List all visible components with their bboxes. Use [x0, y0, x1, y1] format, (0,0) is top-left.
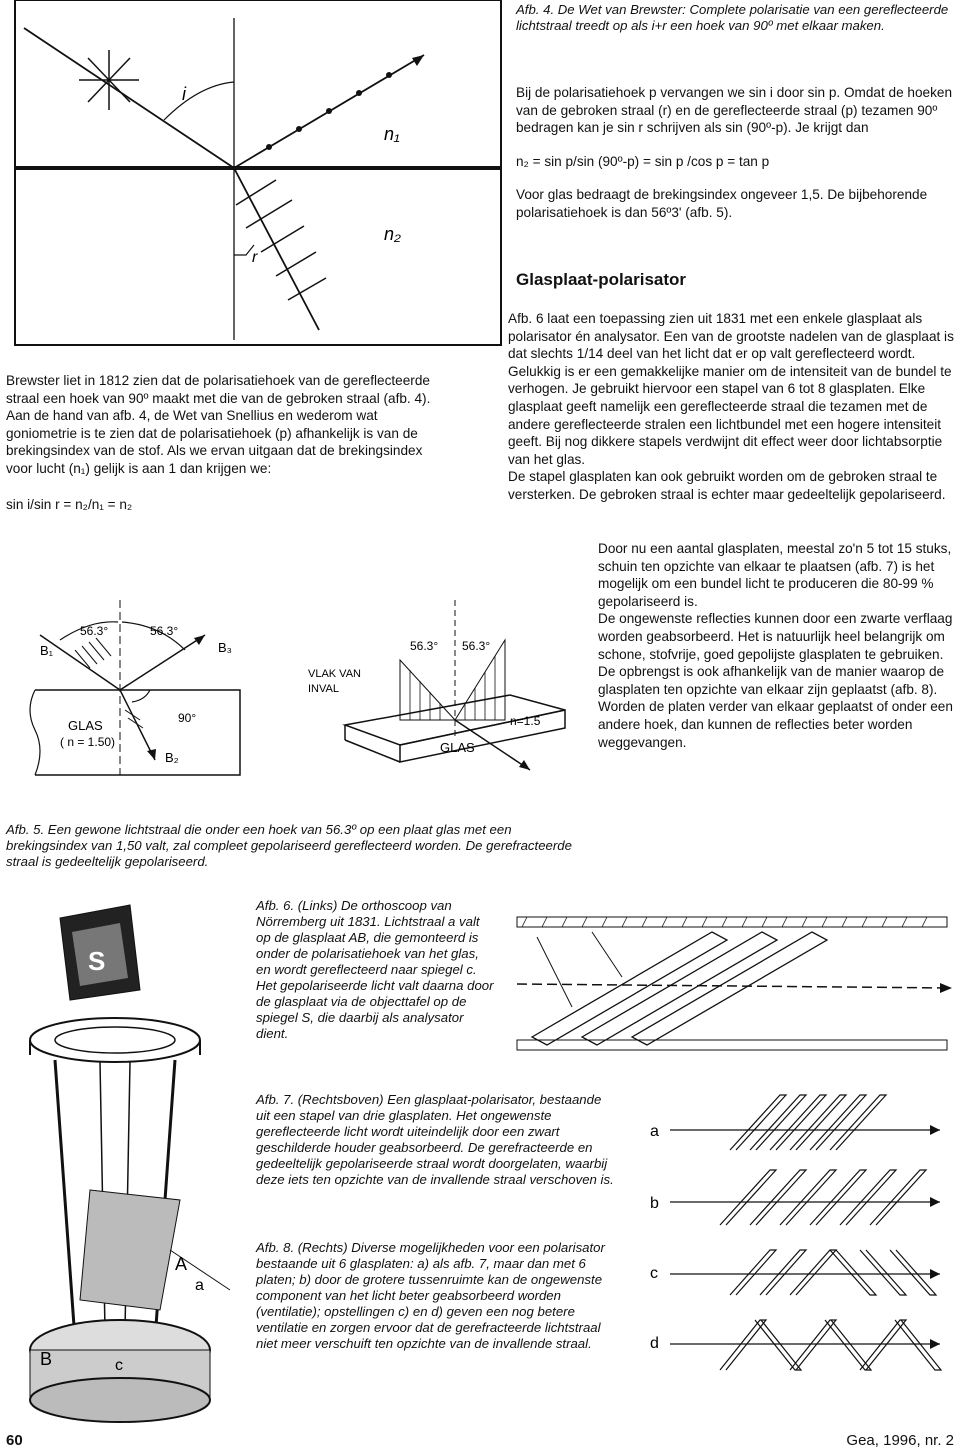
label-variant-a: a: [650, 1123, 659, 1140]
label-n2: n=1.5: [510, 714, 541, 728]
label-vlak: VLAK VAN: [308, 668, 361, 680]
fig6-caption: Afb. 6. (Links) De orthoscoop van Nörremberg uit 1831. Lichtstraal a valt op de glasplaat AB, die gemonteerd is onder de polarisatiehoek van het glas, en wordt gereflecteerd naar spiegel c. Het gepolariseerde licht valt daarna door de glasplaat via de objecttafel op de spiegel S, die daarbij als analysator dient.: [256, 898, 494, 1041]
label-angle-c: 56.3°: [410, 639, 439, 653]
paragraph: Bij de polarisatiehoek p vervangen we sin i door sin p. Omdat de hoeken van de gebroken straal (r) en de gereflecteerde straal (p) tezamen 90º bedragen kan je sin r schrijven als sin (90º-p). Je krijgt dan: [516, 85, 953, 136]
label-n1: n₁: [384, 124, 400, 144]
paragraph: Voor glas bedraagt de brekingsindex ongeveer 1,5. De bijbehorende polarisatiehoek is dan 56º3' (afb. 5).: [516, 187, 928, 220]
right-col-text-upper: [508, 310, 956, 504]
fig4-caption: Afb. 4. De Wet van Brewster: Complete polarisatie van een gereflecteerde lichtstraal treedt op als i+r een hoek van 90º met elkaar maken.: [516, 2, 949, 33]
fig7-caption: Afb. 7. (Rechtsboven) Een glasplaat-polarisator, bestaande uit een stapel van drie glasplaten. Het ongewenste gereflecteerde licht wordt uiteindelijk door een zwart geschilderde houder geabsorbeerd. De gerefracteerde en gedeeltelijk gepolariseerde straal wordt doorgelaten, waarbij deze iets ten opzichte van de invallende straal verschoven is.: [256, 1092, 614, 1187]
label-angle-b: 56.3°: [150, 624, 179, 638]
label-b: B: [40, 1349, 53, 1369]
label-angle-90: 90°: [178, 711, 197, 725]
label-i: i: [182, 84, 186, 104]
fig5-diagram: [0, 580, 590, 800]
fig8-caption: Afb. 8. (Rechts) Diverse mogelijkheden voor een polarisator bestaande uit 6 glasplaten: a) als afb. 7, maar dan met 6 platen; b) door de grotere tussenruimte kan de ongewenste component van het licht beter geabsorbeerd worden (ventilatie); opstellingen c) en d) geven een nog betere ventilatie en zorgen ervoor dat de gerefracteerde lichtstraal niet meer verschuift ten opzichte van de invallende straal.: [256, 1240, 605, 1351]
orthoscope-drawing: [20, 890, 240, 1425]
left-text: [6, 372, 446, 513]
label-b1: B₁: [40, 643, 54, 658]
section-heading: Glasplaat-polarisator: [516, 270, 687, 289]
page-number: 60: [6, 1432, 23, 1449]
label-s: S: [88, 946, 106, 976]
paragraph: Afb. 6 laat een toepassing zien uit 1831 met een enkele glasplaat als polarisator én analysator. Een van de grootste nadelen van de glasplaat is dat slechts 1/14 deel van het licht dat er op valt gereflecteerd wordt. Gelukkig is er een gemakkelijke manier om de intensiteit van de bundel te verhogen. Je gebruikt hiervoor een stapel van 6 tot 8 glasplaten. Elke glasplaat geeft namelijk een gereflecteerde straal die tezamen met de andere gereflecteerde stralen een lichtbundel met een hogere intensiteit geeft. Bij nog dikkere stapels verdwijnt dit effect weer door lichtabsorptie van het glas.: [508, 311, 954, 467]
figure-8: [640, 1080, 960, 1400]
journal-reference: Gea, 1996, nr. 2: [846, 1432, 954, 1449]
figure-7: [512, 912, 960, 1067]
figure-5: [0, 580, 590, 800]
figure-4: [14, 0, 504, 348]
right-top-text: [516, 84, 956, 222]
label-inval: INVAL: [308, 683, 339, 695]
figure-6: [20, 890, 240, 1425]
label-glas: GLAS: [68, 718, 103, 733]
fig5-caption: Afb. 5. Een gewone lichtstraal die onder een hoek van 56.3º op een plaat glas met een brekingsindex van 1,50 valt, zal compleet gepolariseerd gereflecteerd worden. De gerefracteerde straal is gedeeltelijk gepolariseerd.: [6, 822, 572, 869]
label-variant-d: d: [650, 1335, 659, 1352]
label-n: ( n = 1.50): [60, 735, 116, 749]
paragraph: De stapel glasplaten kan ook gebruikt worden om de gebroken straal te versterken. De gebroken straal is echter maar gedeeltelijk gepolariseerd.: [508, 469, 946, 502]
label-a-cap: A: [175, 1254, 188, 1274]
label-glas2: GLAS: [440, 740, 475, 755]
paragraph: Door nu een aantal glasplaten, meestal zo'n 5 tot 15 stuks, schuin ten opzichte van elkaar te plaatsen (afb. 7) is het mogelijk om een bundel licht te produceren die 80-99 % gepolariseerd is.: [598, 541, 952, 609]
glass-stack-diagram: [512, 912, 960, 1067]
label-b2: B₂: [165, 750, 179, 765]
paragraph: De ongewenste reflecties kunnen door een zwarte verflaag worden geabsorbeerd. Het is natuurlijk heel belangrijk om schone, stofvrije, goed gepolijste glasplaten te gebruiken. De opbrengst is ook afhankelijk van de manier waarop de glasplaten ten opzichte van elkaar zijn geplaatst (afb. 8). Worden de platen verder van elkaar geplaatst of onder een andere hoek, dan kunnen de reflecties beter worden weggevangen.: [598, 611, 953, 750]
label-variant-b: b: [650, 1195, 659, 1212]
paragraph: Brewster liet in 1812 zien dat de polarisatiehoek van de gereflecteerde straal een hoek van 90º maakt met die van de gebroken straal (afb. 4). Aan de hand van afb. 4, de Wet van Snellius en wederom wat goniometrie is te zien dat de polarisatiehoek (p) afhankelijk is van de brekingsindex van de stof. Als we ervan uitgaan dat de brekingsindex voor lucht (n₁) gelijk is aan 1 dan krijgen we:: [6, 373, 431, 476]
label-angle-a: 56.3°: [80, 624, 109, 638]
label-variant-c: c: [650, 1265, 658, 1282]
formula-tan-p: n₂ = sin p/sin (90º-p) = sin p /cos p = tan p: [516, 153, 770, 169]
label-b3: B₃: [218, 640, 232, 655]
label-n2: n₂: [384, 224, 401, 244]
polarizer-variants-diagram: [640, 1080, 960, 1400]
brewster-diagram: [14, 0, 504, 348]
label-c: c: [115, 1357, 123, 1374]
formula-snellius: sin i/sin r = n₂/n₁ = n₂: [6, 496, 133, 512]
label-angle-d: 56.3°: [462, 639, 491, 653]
right-col-text-lower: [598, 540, 958, 751]
label-a-small: a: [195, 1277, 204, 1294]
label-r: r: [252, 249, 258, 266]
